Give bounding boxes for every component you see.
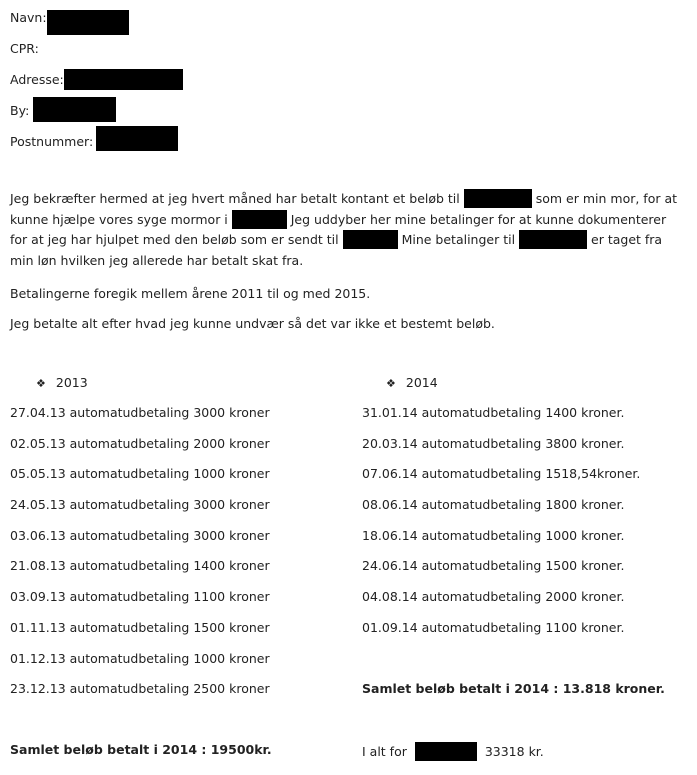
payment-row: 01.12.13 automatudbetaling 1000 kroner: [10, 650, 270, 666]
payment-row: 03.06.13 automatudbetaling 3000 kroner: [10, 527, 270, 543]
address-label: Adresse:: [10, 72, 64, 87]
redacted-recipient: [519, 230, 587, 249]
bullet-icon: ❖: [36, 377, 46, 390]
text-segment: som er min mor, for at: [535, 191, 678, 206]
grand-total-prefix: I alt for: [362, 744, 407, 759]
redacted-place: [232, 210, 287, 229]
declaration-paragraph: [10, 189, 690, 271]
payment-row: 03.09.13 automatudbetaling 1100 kroner: [10, 589, 270, 605]
text-segment: for at jeg har hjulpet med den beløb som er sendt til: [10, 232, 339, 247]
payment-row: 01.09.14 automatudbetaling 1100 kroner.: [362, 619, 625, 635]
payment-row: 01.11.13 automatudbetaling 1500 kroner: [10, 619, 270, 635]
redacted-city: [33, 97, 116, 122]
year-heading-2013: [36, 375, 88, 390]
payment-row: 24.06.14 automatudbetaling 1500 kroner.: [362, 558, 625, 574]
paragraph-line: [10, 230, 690, 251]
text-segment: er taget fra: [591, 232, 663, 247]
payment-row: 18.06.14 automatudbetaling 1000 kroner.: [362, 527, 625, 543]
postal-label: Postnummer:: [10, 134, 94, 149]
paragraph-line: min løn hvilken jeg allerede har betalt skat fra.: [10, 252, 304, 268]
payment-row: 31.01.14 automatudbetaling 1400 kroner.: [362, 405, 625, 420]
year-heading-2014: [386, 375, 438, 390]
total-2014: Samlet beløb betalt i 2014 : 13.818 kroner.: [362, 681, 665, 696]
redacted-recipient: [343, 230, 398, 249]
text-segment: Jeg uddyber her mine betalinger for at kunne dokumenterer: [290, 211, 667, 227]
paragraph-line: [10, 210, 690, 231]
paragraph-line: [10, 189, 690, 210]
redacted-name: [47, 10, 129, 35]
payment-row: 27.04.13 automatudbetaling 3000 kroner: [10, 405, 270, 420]
payment-row: 05.05.13 automatudbetaling 1000 kroner: [10, 466, 270, 482]
payment-row: 23.12.13 automatudbetaling 2500 kroner: [10, 681, 270, 697]
grand-total: [362, 742, 544, 761]
payment-row: 24.05.13 automatudbetaling 3000 kroner: [10, 497, 270, 513]
redacted-recipient: [464, 189, 532, 208]
payment-row: 02.05.13 automatudbetaling 2000 kroner: [10, 435, 270, 451]
note-text: Jeg betalte alt efter hvad jeg kunne undvær så det var ikke et bestemt beløb.: [10, 316, 495, 331]
city-label: By:: [10, 103, 30, 118]
redacted-postal: [96, 126, 178, 151]
year-label: 2013: [55, 375, 88, 390]
name-label: Navn:: [10, 10, 47, 25]
bullet-icon: ❖: [386, 377, 396, 390]
cpr-label: CPR:: [10, 41, 39, 56]
payments-2013-list: [10, 405, 270, 712]
payment-row: 20.03.14 automatudbetaling 3800 kroner.: [362, 435, 625, 451]
text-segment: Mine betalinger til: [401, 232, 516, 247]
redacted-address: [64, 69, 183, 90]
payment-row: 21.08.13 automatudbetaling 1400 kroner: [10, 558, 270, 574]
payment-row: 07.06.14 automatudbetaling 1518,54kroner.: [362, 466, 641, 482]
text-segment: Jeg bekræfter hermed at jeg hvert måned har betalt kontant et beløb til: [10, 191, 460, 206]
period-text: Betalingerne foregik mellem årene 2011 til og med 2015.: [10, 286, 371, 301]
grand-total-amount: 33318 kr.: [484, 744, 544, 759]
text-segment: kunne hjælpe vores syge mormor i: [10, 211, 228, 227]
total-2013: Samlet beløb betalt i 2014 : 19500kr.: [10, 742, 272, 757]
year-label: 2014: [405, 375, 438, 390]
payment-row: 08.06.14 automatudbetaling 1800 kroner.: [362, 497, 625, 513]
payments-2014-list: [362, 405, 640, 651]
payment-row: 04.08.14 automatudbetaling 2000 kroner.: [362, 589, 625, 605]
redacted-recipient: [415, 742, 477, 761]
